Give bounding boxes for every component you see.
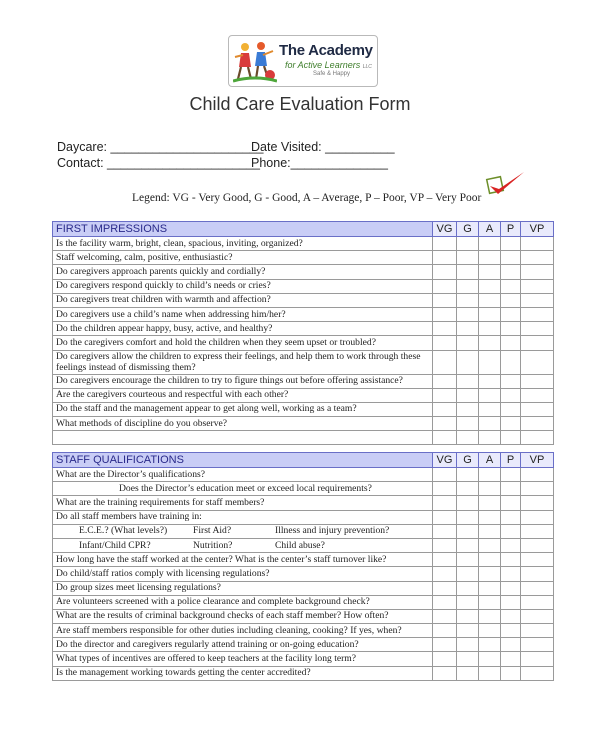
rating-cell-g[interactable] bbox=[457, 553, 479, 567]
rating-cell-vg[interactable] bbox=[433, 431, 457, 445]
question-text: What types of incentives are offered to keep teachers at the facility long term? bbox=[53, 652, 433, 666]
question-text: Do the staff and the management appear to get along well, working as a team? bbox=[53, 402, 433, 416]
rating-cell-vp[interactable] bbox=[521, 510, 554, 524]
rating-cell-vp[interactable] bbox=[521, 374, 554, 388]
rating-cell-p[interactable] bbox=[501, 417, 521, 431]
phone-field[interactable]: Phone:______________ bbox=[251, 156, 388, 170]
section-title: STAFF QUALIFICATIONS bbox=[53, 453, 433, 468]
question-row bbox=[53, 417, 554, 431]
rating-cell-a[interactable] bbox=[479, 251, 501, 265]
rating-cell-vp[interactable] bbox=[521, 417, 554, 431]
rating-cell-vp[interactable] bbox=[521, 666, 554, 680]
rating-cell-vp[interactable] bbox=[521, 336, 554, 350]
logo-tagline: for Active Learners LLC bbox=[285, 60, 372, 70]
question-text: Is the facility warm, bright, clean, spacious, inviting, organized? bbox=[53, 237, 433, 251]
question-row bbox=[53, 496, 554, 510]
rating-cell-vp[interactable] bbox=[521, 496, 554, 510]
rating-cell-vg[interactable] bbox=[433, 468, 457, 482]
daycare-field[interactable]: Daycare: ______________________ bbox=[57, 140, 264, 154]
question-row bbox=[53, 431, 554, 445]
rating-cell-p[interactable] bbox=[501, 652, 521, 666]
rating-cell-g[interactable] bbox=[457, 595, 479, 609]
rating-cell-vg[interactable] bbox=[433, 538, 457, 552]
first-impressions-table bbox=[52, 221, 554, 445]
rating-cell-a[interactable] bbox=[479, 402, 501, 416]
rating-header-vg: VG bbox=[433, 453, 457, 468]
rating-cell-g[interactable] bbox=[457, 251, 479, 265]
rating-cell-vp[interactable] bbox=[521, 624, 554, 638]
question-row bbox=[53, 609, 554, 623]
rating-cell-vg[interactable] bbox=[433, 265, 457, 279]
question-text: Is the management working towards getting the center accredited? bbox=[53, 666, 433, 680]
rating-cell-g[interactable] bbox=[457, 524, 479, 538]
rating-cell-g[interactable] bbox=[457, 293, 479, 307]
rating-cell-a[interactable] bbox=[479, 307, 501, 321]
rating-cell-vp[interactable] bbox=[521, 265, 554, 279]
rating-cell-vg[interactable] bbox=[433, 388, 457, 402]
rating-cell-vp[interactable] bbox=[521, 279, 554, 293]
rating-cell-g[interactable] bbox=[457, 307, 479, 321]
rating-cell-vg[interactable] bbox=[433, 524, 457, 538]
rating-cell-p[interactable] bbox=[501, 307, 521, 321]
question-row bbox=[53, 638, 554, 652]
rating-cell-p[interactable] bbox=[501, 431, 521, 445]
question-text: Do caregivers respond quickly to child’s needs or cries? bbox=[53, 279, 433, 293]
section-title: FIRST IMPRESSIONS bbox=[53, 222, 433, 237]
question-text: Do caregivers allow the children to express their feelings, and help them to work through these feelings instead of dismissing them? bbox=[53, 350, 433, 374]
question-row bbox=[53, 482, 554, 496]
rating-cell-g[interactable] bbox=[457, 652, 479, 666]
question-text: Do caregivers use a child’s name when addressing him/her? bbox=[53, 307, 433, 321]
rating-cell-p[interactable] bbox=[501, 388, 521, 402]
date-visited-field[interactable]: Date Visited: __________ bbox=[251, 140, 395, 154]
rating-cell-a[interactable] bbox=[479, 567, 501, 581]
rating-cell-a[interactable] bbox=[479, 553, 501, 567]
question-row bbox=[53, 402, 554, 416]
rating-cell-vp[interactable] bbox=[521, 538, 554, 552]
rating-cell-p[interactable] bbox=[501, 402, 521, 416]
rating-cell-g[interactable] bbox=[457, 402, 479, 416]
question-text: Do child/staff ratios comply with licensing regulations? bbox=[53, 567, 433, 581]
rating-cell-vp[interactable] bbox=[521, 595, 554, 609]
rating-cell-vg[interactable] bbox=[433, 402, 457, 416]
rating-cell-vp[interactable] bbox=[521, 322, 554, 336]
rating-cell-p[interactable] bbox=[501, 595, 521, 609]
rating-cell-a[interactable] bbox=[479, 293, 501, 307]
rating-cell-vg[interactable] bbox=[433, 666, 457, 680]
question-row bbox=[53, 624, 554, 638]
question-text: Do caregivers treat children with warmth and affection? bbox=[53, 293, 433, 307]
rating-cell-a[interactable] bbox=[479, 482, 501, 496]
rating-cell-g[interactable] bbox=[457, 624, 479, 638]
staff-qualifications-table bbox=[52, 452, 554, 681]
rating-cell-p[interactable] bbox=[501, 567, 521, 581]
rating-cell-p[interactable] bbox=[501, 265, 521, 279]
rating-cell-g[interactable] bbox=[457, 567, 479, 581]
rating-cell-vg[interactable] bbox=[433, 251, 457, 265]
rating-cell-vp[interactable] bbox=[521, 638, 554, 652]
rating-header-g: G bbox=[457, 453, 479, 468]
rating-cell-vg[interactable] bbox=[433, 482, 457, 496]
rating-cell-g[interactable] bbox=[457, 417, 479, 431]
rating-cell-vp[interactable] bbox=[521, 652, 554, 666]
rating-header-a: A bbox=[479, 222, 501, 237]
rating-cell-vp[interactable] bbox=[521, 524, 554, 538]
rating-cell-a[interactable] bbox=[479, 624, 501, 638]
rating-cell-vp[interactable] bbox=[521, 482, 554, 496]
rating-cell-a[interactable] bbox=[479, 581, 501, 595]
rating-cell-vg[interactable] bbox=[433, 350, 457, 374]
children-logo-icon bbox=[233, 39, 277, 83]
training-topic: Illness and injury prevention? bbox=[275, 525, 390, 537]
rating-header-a: A bbox=[479, 453, 501, 468]
rating-cell-g[interactable] bbox=[457, 496, 479, 510]
rating-cell-a[interactable] bbox=[479, 652, 501, 666]
logo-subtag: Safe & Happy bbox=[313, 71, 351, 77]
rating-cell-p[interactable] bbox=[501, 524, 521, 538]
question-row bbox=[53, 350, 554, 374]
question-row bbox=[53, 251, 554, 265]
logo-name: The Academy bbox=[279, 42, 373, 59]
rating-cell-a[interactable] bbox=[479, 374, 501, 388]
rating-cell-vp[interactable] bbox=[521, 388, 554, 402]
training-topic: E.C.E.? (What levels?) bbox=[79, 525, 168, 537]
training-topic: First Aid? bbox=[193, 525, 232, 537]
rating-cell-p[interactable] bbox=[501, 322, 521, 336]
question-text: Are the caregivers courteous and respectful with each other? bbox=[53, 388, 433, 402]
rating-cell-g[interactable] bbox=[457, 482, 479, 496]
rating-cell-p[interactable] bbox=[501, 510, 521, 524]
training-topic: Infant/Child CPR? bbox=[79, 539, 151, 551]
rating-cell-vg[interactable] bbox=[433, 638, 457, 652]
rating-cell-vg[interactable] bbox=[433, 293, 457, 307]
rating-cell-vg[interactable] bbox=[433, 237, 457, 251]
question-row bbox=[53, 567, 554, 581]
rating-cell-a[interactable] bbox=[479, 279, 501, 293]
question-row bbox=[53, 652, 554, 666]
rating-cell-a[interactable] bbox=[479, 237, 501, 251]
rating-cell-g[interactable] bbox=[457, 510, 479, 524]
rating-cell-g[interactable] bbox=[457, 638, 479, 652]
rating-cell-p[interactable] bbox=[501, 279, 521, 293]
question-row bbox=[53, 322, 554, 336]
rating-cell-a[interactable] bbox=[479, 322, 501, 336]
rating-cell-vp[interactable] bbox=[521, 553, 554, 567]
rating-cell-vg[interactable] bbox=[433, 510, 457, 524]
rating-cell-vg[interactable] bbox=[433, 652, 457, 666]
rating-cell-vg[interactable] bbox=[433, 417, 457, 431]
rating-cell-vg[interactable] bbox=[433, 624, 457, 638]
question-row bbox=[53, 237, 554, 251]
question-row bbox=[53, 279, 554, 293]
rating-cell-vg[interactable] bbox=[433, 595, 457, 609]
question-text bbox=[53, 538, 433, 552]
rating-cell-a[interactable] bbox=[479, 510, 501, 524]
rating-cell-g[interactable] bbox=[457, 388, 479, 402]
question-text bbox=[53, 524, 433, 538]
question-row bbox=[53, 524, 554, 538]
rating-header-p: P bbox=[501, 222, 521, 237]
rating-cell-vg[interactable] bbox=[433, 581, 457, 595]
rating-cell-g[interactable] bbox=[457, 374, 479, 388]
rating-cell-a[interactable] bbox=[479, 336, 501, 350]
question-row bbox=[53, 374, 554, 388]
rating-cell-vp[interactable] bbox=[521, 567, 554, 581]
rating-cell-a[interactable] bbox=[479, 524, 501, 538]
rating-cell-a[interactable] bbox=[479, 638, 501, 652]
rating-legend: Legend: VG - Very Good, G - Good, A – Average, P – Poor, VP – Very Poor bbox=[132, 192, 482, 204]
question-text: Are volunteers screened with a police clearance and complete background check? bbox=[53, 595, 433, 609]
question-text bbox=[53, 431, 433, 445]
rating-cell-p[interactable] bbox=[501, 581, 521, 595]
training-topic: Child abuse? bbox=[275, 539, 325, 551]
rating-cell-vg[interactable] bbox=[433, 553, 457, 567]
rating-cell-vp[interactable] bbox=[521, 251, 554, 265]
rating-cell-vg[interactable] bbox=[433, 374, 457, 388]
rating-cell-vg[interactable] bbox=[433, 567, 457, 581]
rating-cell-a[interactable] bbox=[479, 265, 501, 279]
rating-cell-a[interactable] bbox=[479, 417, 501, 431]
rating-cell-vp[interactable] bbox=[521, 609, 554, 623]
question-row bbox=[53, 666, 554, 680]
rating-header-p: P bbox=[501, 453, 521, 468]
contact-field[interactable]: Contact: ______________________ bbox=[57, 156, 260, 170]
question-text: What are the Director’s qualifications? bbox=[53, 468, 433, 482]
rating-cell-p[interactable] bbox=[501, 350, 521, 374]
rating-cell-vg[interactable] bbox=[433, 322, 457, 336]
question-row bbox=[53, 265, 554, 279]
section-header-row bbox=[53, 222, 554, 237]
rating-cell-g[interactable] bbox=[457, 336, 479, 350]
rating-cell-g[interactable] bbox=[457, 609, 479, 623]
question-row bbox=[53, 468, 554, 482]
rating-cell-p[interactable] bbox=[501, 666, 521, 680]
rating-cell-vg[interactable] bbox=[433, 336, 457, 350]
rating-cell-p[interactable] bbox=[501, 624, 521, 638]
rating-cell-g[interactable] bbox=[457, 666, 479, 680]
rating-cell-vg[interactable] bbox=[433, 307, 457, 321]
question-text: Do caregivers approach parents quickly and cordially? bbox=[53, 265, 433, 279]
rating-cell-a[interactable] bbox=[479, 496, 501, 510]
question-text: Does the Director’s education meet or exceed local requirements? bbox=[53, 482, 433, 496]
rating-cell-g[interactable] bbox=[457, 237, 479, 251]
question-row bbox=[53, 538, 554, 552]
rating-cell-a[interactable] bbox=[479, 431, 501, 445]
rating-cell-a[interactable] bbox=[479, 468, 501, 482]
rating-cell-p[interactable] bbox=[501, 638, 521, 652]
question-row bbox=[53, 336, 554, 350]
question-row bbox=[53, 510, 554, 524]
question-row bbox=[53, 388, 554, 402]
page-title: Child Care Evaluation Form bbox=[189, 94, 411, 114]
rating-cell-p[interactable] bbox=[501, 496, 521, 510]
rating-cell-vp[interactable] bbox=[521, 237, 554, 251]
rating-cell-g[interactable] bbox=[457, 581, 479, 595]
rating-cell-vp[interactable] bbox=[521, 293, 554, 307]
question-text: What methods of discipline do you observe? bbox=[53, 417, 433, 431]
rating-cell-p[interactable] bbox=[501, 237, 521, 251]
rating-cell-vp[interactable] bbox=[521, 307, 554, 321]
rating-cell-vp[interactable] bbox=[521, 402, 554, 416]
question-row bbox=[53, 307, 554, 321]
rating-header-vg: VG bbox=[433, 222, 457, 237]
rating-cell-p[interactable] bbox=[501, 293, 521, 307]
rating-cell-vp[interactable] bbox=[521, 581, 554, 595]
section-header-row bbox=[53, 453, 554, 468]
rating-header-vp: VP bbox=[521, 222, 554, 237]
question-text: What are the results of criminal background checks of each staff member? How often? bbox=[53, 609, 433, 623]
rating-cell-g[interactable] bbox=[457, 468, 479, 482]
academy-logo bbox=[228, 35, 378, 87]
question-text: Do group sizes meet licensing regulations? bbox=[53, 581, 433, 595]
rating-cell-p[interactable] bbox=[501, 468, 521, 482]
rating-cell-vg[interactable] bbox=[433, 609, 457, 623]
rating-cell-a[interactable] bbox=[479, 609, 501, 623]
question-text: Do the director and caregivers regularly attend training or on-going education? bbox=[53, 638, 433, 652]
rating-cell-g[interactable] bbox=[457, 279, 479, 293]
question-text: Staff welcoming, calm, positive, enthusiastic? bbox=[53, 251, 433, 265]
rating-cell-vg[interactable] bbox=[433, 496, 457, 510]
question-row bbox=[53, 553, 554, 567]
rating-cell-a[interactable] bbox=[479, 350, 501, 374]
question-row bbox=[53, 595, 554, 609]
rating-header-g: G bbox=[457, 222, 479, 237]
rating-cell-a[interactable] bbox=[479, 538, 501, 552]
rating-cell-g[interactable] bbox=[457, 265, 479, 279]
rating-cell-vp[interactable] bbox=[521, 431, 554, 445]
rating-cell-vg[interactable] bbox=[433, 279, 457, 293]
checkmark-icon bbox=[484, 168, 528, 200]
question-text: Do the caregivers comfort and hold the children when they seem upset or troubled? bbox=[53, 336, 433, 350]
rating-cell-g[interactable] bbox=[457, 322, 479, 336]
rating-cell-vp[interactable] bbox=[521, 350, 554, 374]
question-text: What are the training requirements for staff members? bbox=[53, 496, 433, 510]
rating-cell-p[interactable] bbox=[501, 538, 521, 552]
question-row bbox=[53, 293, 554, 307]
rating-cell-p[interactable] bbox=[501, 251, 521, 265]
question-text: Do the children appear happy, busy, active, and healthy? bbox=[53, 322, 433, 336]
question-text: Are staff members responsible for other duties including cleaning, cooking? If yes, when? bbox=[53, 624, 433, 638]
question-row bbox=[53, 581, 554, 595]
rating-cell-g[interactable] bbox=[457, 538, 479, 552]
training-topic: Nutrition? bbox=[193, 539, 233, 551]
question-text: Do caregivers encourage the children to try to figure things out before offering assistance? bbox=[53, 374, 433, 388]
rating-cell-p[interactable] bbox=[501, 609, 521, 623]
rating-cell-a[interactable] bbox=[479, 388, 501, 402]
rating-cell-g[interactable] bbox=[457, 350, 479, 374]
rating-cell-p[interactable] bbox=[501, 553, 521, 567]
rating-cell-g[interactable] bbox=[457, 431, 479, 445]
rating-cell-a[interactable] bbox=[479, 595, 501, 609]
rating-cell-p[interactable] bbox=[501, 482, 521, 496]
question-text: Do all staff members have training in: bbox=[53, 510, 433, 524]
rating-header-vp: VP bbox=[521, 453, 554, 468]
question-text: How long have the staff worked at the center? What is the center’s staff turnover like? bbox=[53, 553, 433, 567]
rating-cell-a[interactable] bbox=[479, 666, 501, 680]
rating-cell-vp[interactable] bbox=[521, 468, 554, 482]
rating-cell-p[interactable] bbox=[501, 374, 521, 388]
rating-cell-p[interactable] bbox=[501, 336, 521, 350]
